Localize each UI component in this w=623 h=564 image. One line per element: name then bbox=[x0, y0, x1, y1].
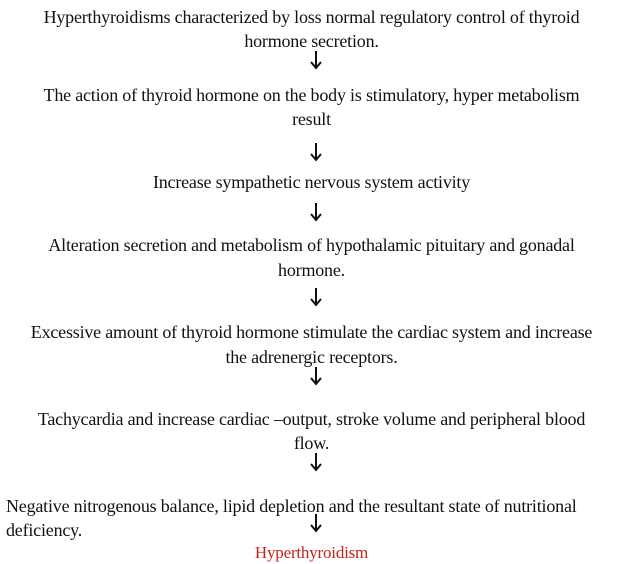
step-7-line-2: deficiency. bbox=[6, 520, 83, 540]
step-6-line-1: Tachycardia and increase cardiac –output, stroke volume and peripheral blood bbox=[37, 409, 586, 429]
down-arrow-icon bbox=[309, 142, 323, 162]
step-3-line-1: Increase sympathetic nervous system activity bbox=[152, 172, 471, 192]
down-arrow-icon bbox=[309, 452, 323, 472]
step-2-line-2: result bbox=[292, 109, 331, 129]
step-7-line-1: Negative nitrogenous balance, lipid depletion and the resultant state of nutritional bbox=[6, 496, 577, 516]
down-arrow-icon bbox=[309, 202, 323, 222]
step-1-line-2: hormone secretion. bbox=[244, 31, 379, 51]
down-arrow-icon bbox=[309, 366, 323, 386]
result-label: Hyperthyroidism bbox=[254, 543, 369, 562]
step-5-line-1: Excessive amount of thyroid hormone stimulate the cardiac system and increase bbox=[30, 322, 593, 342]
step-4-line-2: hormone. bbox=[278, 260, 345, 280]
step-5-line-2: the adrenergic receptors. bbox=[225, 347, 398, 367]
step-4-line-1: Alteration secretion and metabolism of hypothalamic pituitary and gonadal bbox=[48, 235, 575, 255]
down-arrow-icon bbox=[309, 513, 323, 533]
step-1-line-1: Hyperthyroidisms characterized by loss normal regulatory control of thyroid bbox=[43, 7, 580, 27]
down-arrow-icon bbox=[309, 287, 323, 307]
step-2-line-1: The action of thyroid hormone on the body is stimulatory, hyper metabolism bbox=[43, 85, 580, 105]
down-arrow-icon bbox=[309, 50, 323, 70]
step-6-line-2: flow. bbox=[293, 433, 330, 453]
